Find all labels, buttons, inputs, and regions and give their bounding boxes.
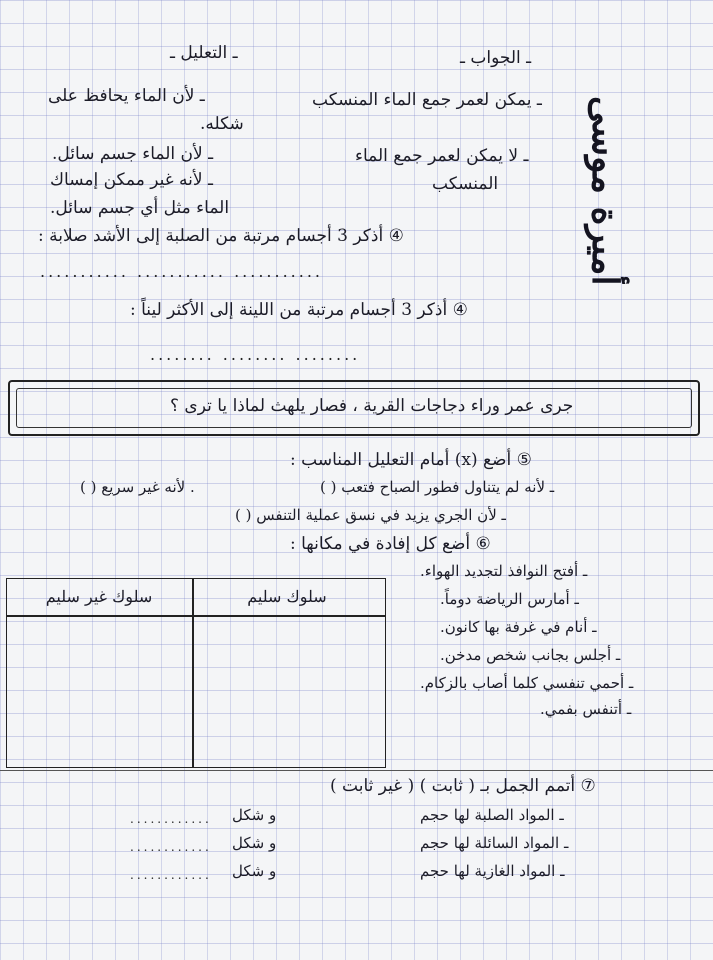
scenario-text: جرى عمر وراء دجاجات القرية ، فصار يلهث لماذا يا ترى ؟ bbox=[170, 396, 574, 416]
q8-line-2: ـ المواد السائلة لها حجم bbox=[420, 834, 569, 852]
table-divider bbox=[192, 579, 194, 767]
q5-answer-dots: ........ ........ ........ bbox=[150, 345, 361, 364]
question-8-title: ⑦ أتمم الجمل بـ ( ثابت ) ( غير ثابت ) bbox=[330, 776, 596, 796]
header-bad-behavior: سلوك غير سليم bbox=[45, 587, 153, 606]
answer-line-2: ـ لا يمكن لعمر جمع الماء bbox=[355, 146, 529, 166]
behavior-item-6: ـ أتنفس بفمي. bbox=[540, 700, 632, 718]
q8-line-3: ـ المواد الغازية لها حجم bbox=[420, 862, 565, 880]
reason-line-2: ـ لأن الماء جسم سائل. bbox=[52, 144, 214, 164]
student-name: أميرة موسى bbox=[584, 96, 626, 286]
q8-line-3-dots: ............ bbox=[130, 868, 212, 882]
reason-line-4: الماء مثل أي جسم سائل. bbox=[50, 198, 230, 218]
q8-line-2-suffix: و شكل bbox=[232, 834, 277, 852]
behavior-item-1: ـ أفتح النوافذ لتجديد الهواء. bbox=[420, 562, 588, 580]
reason-line-1: ـ لأن الماء يحافظ على bbox=[48, 86, 205, 106]
header-good-behavior: سلوك سليم bbox=[247, 587, 327, 606]
table-header-line bbox=[7, 615, 385, 617]
q6-option-3: ـ لأن الجري يزيد في نسق عملية التنفس ( ) bbox=[235, 506, 506, 524]
question-4: ④ أذكر 3 أجسام مرتبة من الصلبة إلى الأشد صلابة : bbox=[38, 226, 404, 246]
q6-option-1: ـ لأنه لم يتناول فطور الصباح فتعب ( ) bbox=[320, 478, 555, 496]
question-6-title: ⑤ أضع (x) أمام التعليل المناسب : bbox=[290, 450, 532, 470]
answer-line-1: ـ يمكن لعمر جمع الماء المنسكب bbox=[312, 90, 542, 110]
q8-line-3-suffix: و شكل bbox=[232, 862, 277, 880]
behavior-item-3: ـ أنام في غرفة بها كانون. bbox=[440, 618, 597, 636]
question-7-title: ⑥ أضع كل إفادة في مكانها : bbox=[290, 534, 491, 554]
behavior-item-2: ـ أمارس الرياضة دوماً. bbox=[440, 590, 579, 608]
q8-line-2-dots: ............ bbox=[130, 840, 212, 854]
q6-option-2: . لأنه غير سريع ( ) bbox=[80, 478, 195, 496]
q4-answer-dots: ........... ........... ........... bbox=[40, 262, 324, 281]
behavior-item-5: ـ أحمي تنفسي كلما أصاب بالزكام. bbox=[420, 674, 634, 692]
q8-line-1: ـ المواد الصلبة لها حجم bbox=[420, 806, 564, 824]
q8-line-1-dots: ............ bbox=[130, 812, 212, 826]
section-divider bbox=[0, 770, 713, 771]
question-5: ④ أذكر 3 أجسام مرتبة من اللينة إلى الأكثر ليناً : bbox=[130, 300, 468, 320]
answer-line-2b: المنسكب bbox=[432, 174, 499, 194]
answer-heading: ـ الجواب ـ bbox=[460, 48, 532, 68]
reason-line-1b: شكله. bbox=[200, 114, 244, 134]
reason-line-3: ـ لأنه غير ممكن إمساك bbox=[50, 170, 213, 190]
behavior-table bbox=[6, 578, 386, 768]
reason-heading: ـ التعليل ـ bbox=[170, 43, 238, 63]
q8-line-1-suffix: و شكل bbox=[232, 806, 277, 824]
behavior-item-4: ـ أجلس بجانب شخص مدخن. bbox=[440, 646, 621, 664]
